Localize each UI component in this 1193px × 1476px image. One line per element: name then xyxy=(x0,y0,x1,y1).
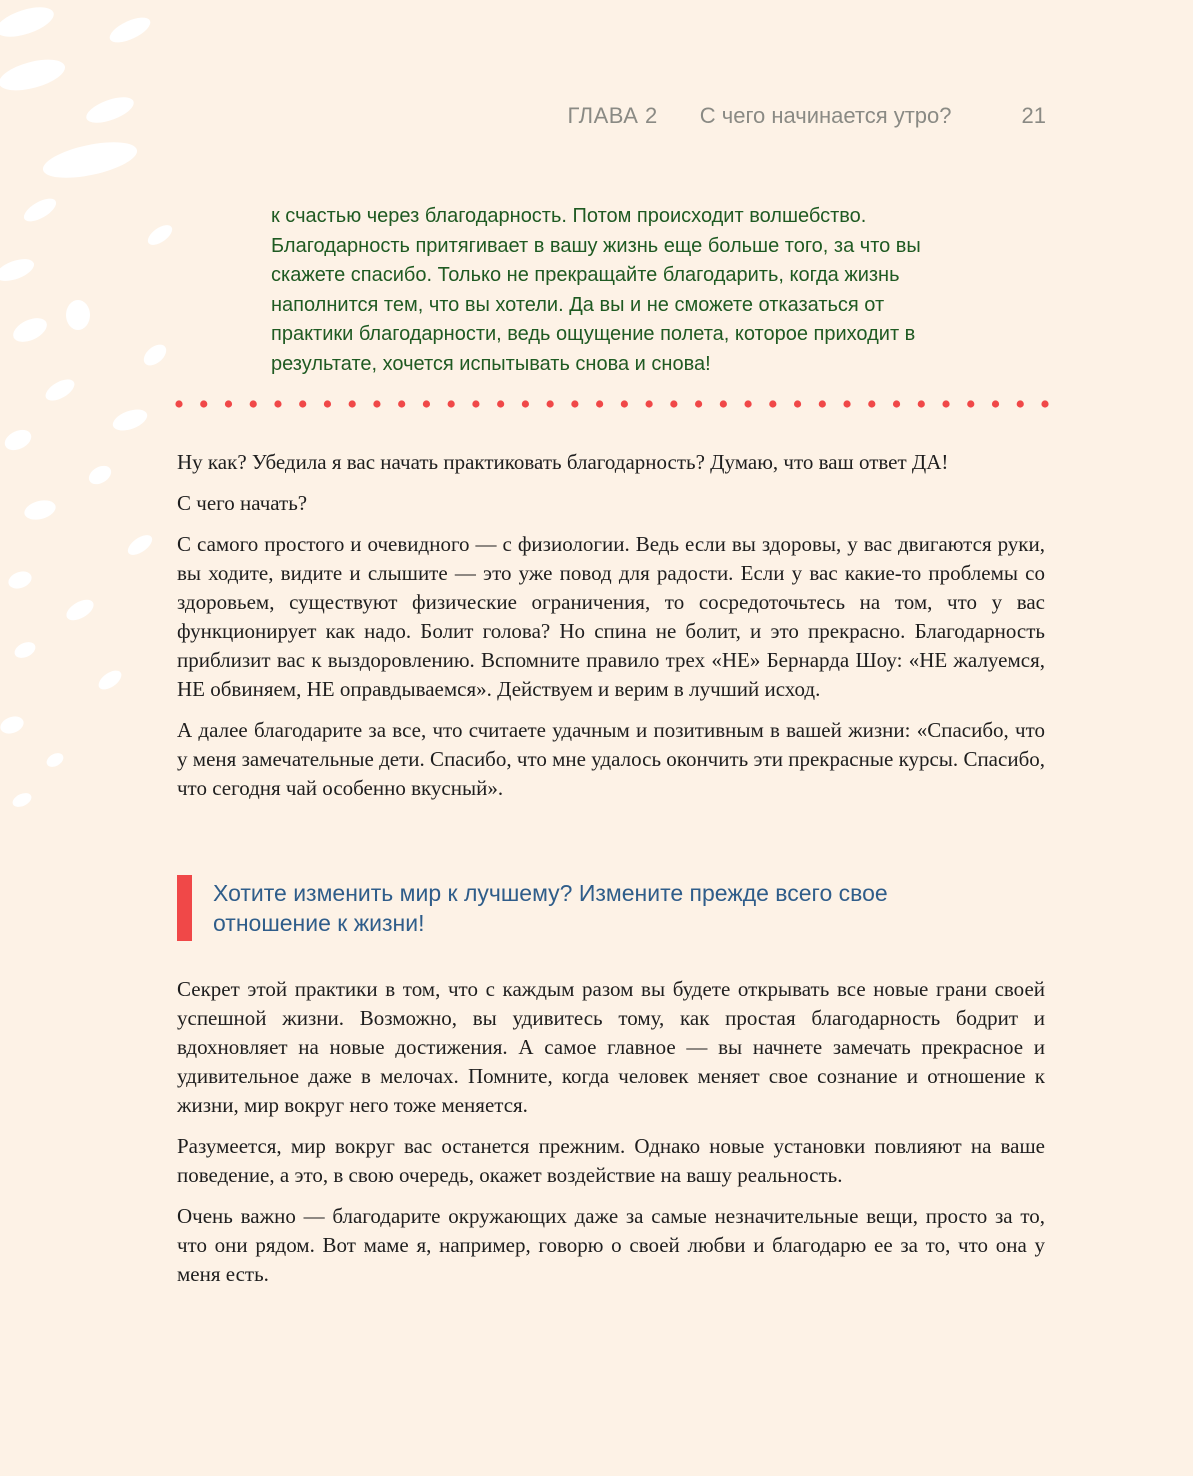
divider-dot xyxy=(868,400,875,407)
highlight-quote xyxy=(271,202,971,379)
divider-dot xyxy=(448,400,455,407)
chapter-subtitle: С чего начинается утро? xyxy=(699,103,952,128)
divider-dot xyxy=(695,400,702,407)
divider-dot xyxy=(571,400,578,407)
divider-dot xyxy=(992,400,999,407)
callout-text xyxy=(213,878,888,938)
divider-dot xyxy=(918,400,925,407)
body-paragraph: Секрет этой практики в том, что с каждым разом вы будете открывать все новые грани своей успешной жизни. Возможно, вы удивитесь тому, как простая благодарность бодрит и вдохновляет на новые достижения. А самое главное — вы начнете замечать прекрасное и удивительное даже в мелочах. Помните, когда человек меняет свое сознание и отношение к жизни, мир вокруг него тоже меняется. xyxy=(177,977,1045,1117)
divider-dot xyxy=(398,400,405,407)
body-paragraph: Очень важно — благодарите окружающих даже за самые незначительные вещи, просто за то, что они рядом. Вот маме я, например, говорю о своей любви и благодарю ее за то, что она у меня есть. xyxy=(177,1204,1045,1286)
running-header xyxy=(567,103,1046,129)
divider-dot xyxy=(175,400,182,407)
page-number: 21 xyxy=(1021,103,1046,128)
body-paragraph: С самого простого и очевидного — с физиологии. Ведь если вы здоровы, у вас двигаются руки, вы ходите, видите и слышите — это уже повод для радости. Если у вас какие-то проблемы со здоровьем, существуют физические ограничения, то сосредоточьтесь на том, что у вас функционирует как надо. Болит голова? Но спина не болит, и это прекрасно. Благодарность приблизит вас к выздоровлению. Вспомните правило трех «НЕ» Бернарда Шоу: «НЕ жалуемся, НЕ обвиняем, НЕ оправдываемся». Действуем и верим в лучший исход. xyxy=(177,532,1045,701)
divider-dot xyxy=(819,400,826,407)
dotted-divider xyxy=(172,397,1052,411)
divider-dot xyxy=(200,400,207,407)
body-text-block-2 xyxy=(177,975,1045,1301)
divider-dot xyxy=(596,400,603,407)
divider-dot xyxy=(942,400,949,407)
divider-dot xyxy=(522,400,529,407)
divider-dot xyxy=(349,400,356,407)
body-text-block-1 xyxy=(177,448,1045,815)
body-paragraph: Разумеется, мир вокруг вас останется прежним. Однако новые установки повлияют на ваше поведение, а это, в свою очередь, окажет воздействие на вашу реальность. xyxy=(177,1134,1045,1187)
quote-text: к счастью через благодарность. Потом происходит волшебство. Благодарность притягивает в вашу жизнь еще больше того, за что вы скажете спасибо. Только не прекращайте благодарить, когда жизнь наполнится тем, что вы хотели. Да вы и не сможете отказаться от практики благодарности, ведь ощущение полета, которое приходит в результате, хочется испытывать снова и снова! xyxy=(271,205,921,375)
divider-dot xyxy=(744,400,751,407)
body-paragraph: А далее благодарите за все, что считаете удачным и позитивным в вашей жизни: «Спасибо, что у меня замечательные дети. Спасибо, что мне удалось окончить эти прекрасные курсы. Спасибо, что сегодня чай особенно вкусный». xyxy=(177,718,1045,800)
divider-dot xyxy=(423,400,430,407)
body-paragraph: Ну как? Убедила я вас начать практиковать благодарность? Думаю, что ваш ответ ДА! xyxy=(177,450,949,474)
divider-dot xyxy=(794,400,801,407)
divider-dot xyxy=(373,400,380,407)
divider-dot xyxy=(497,400,504,407)
decorative-petals xyxy=(0,0,180,840)
divider-dot xyxy=(324,400,331,407)
divider-dot xyxy=(843,400,850,407)
divider-dot xyxy=(547,400,554,407)
divider-dot xyxy=(472,400,479,407)
divider-dot xyxy=(621,400,628,407)
divider-dot xyxy=(967,400,974,407)
body-paragraph: С чего начать? xyxy=(177,491,308,515)
divider-dot xyxy=(274,400,281,407)
callout-line-1: Хотите изменить мир к лучшему? Измените прежде всего свое xyxy=(213,880,888,906)
divider-dot xyxy=(646,400,653,407)
callout-line-2: отношение к жизни! xyxy=(213,910,425,936)
chapter-label: ГЛАВА 2 xyxy=(567,103,658,128)
divider-dot xyxy=(225,400,232,407)
divider-dot xyxy=(670,400,677,407)
divider-dot xyxy=(1017,400,1024,407)
divider-dot xyxy=(1041,400,1048,407)
divider-dot xyxy=(720,400,727,407)
divider-dot xyxy=(299,400,306,407)
divider-dot xyxy=(250,400,257,407)
divider-dot xyxy=(769,400,776,407)
callout-accent-bar xyxy=(177,875,192,941)
divider-dot xyxy=(893,400,900,407)
